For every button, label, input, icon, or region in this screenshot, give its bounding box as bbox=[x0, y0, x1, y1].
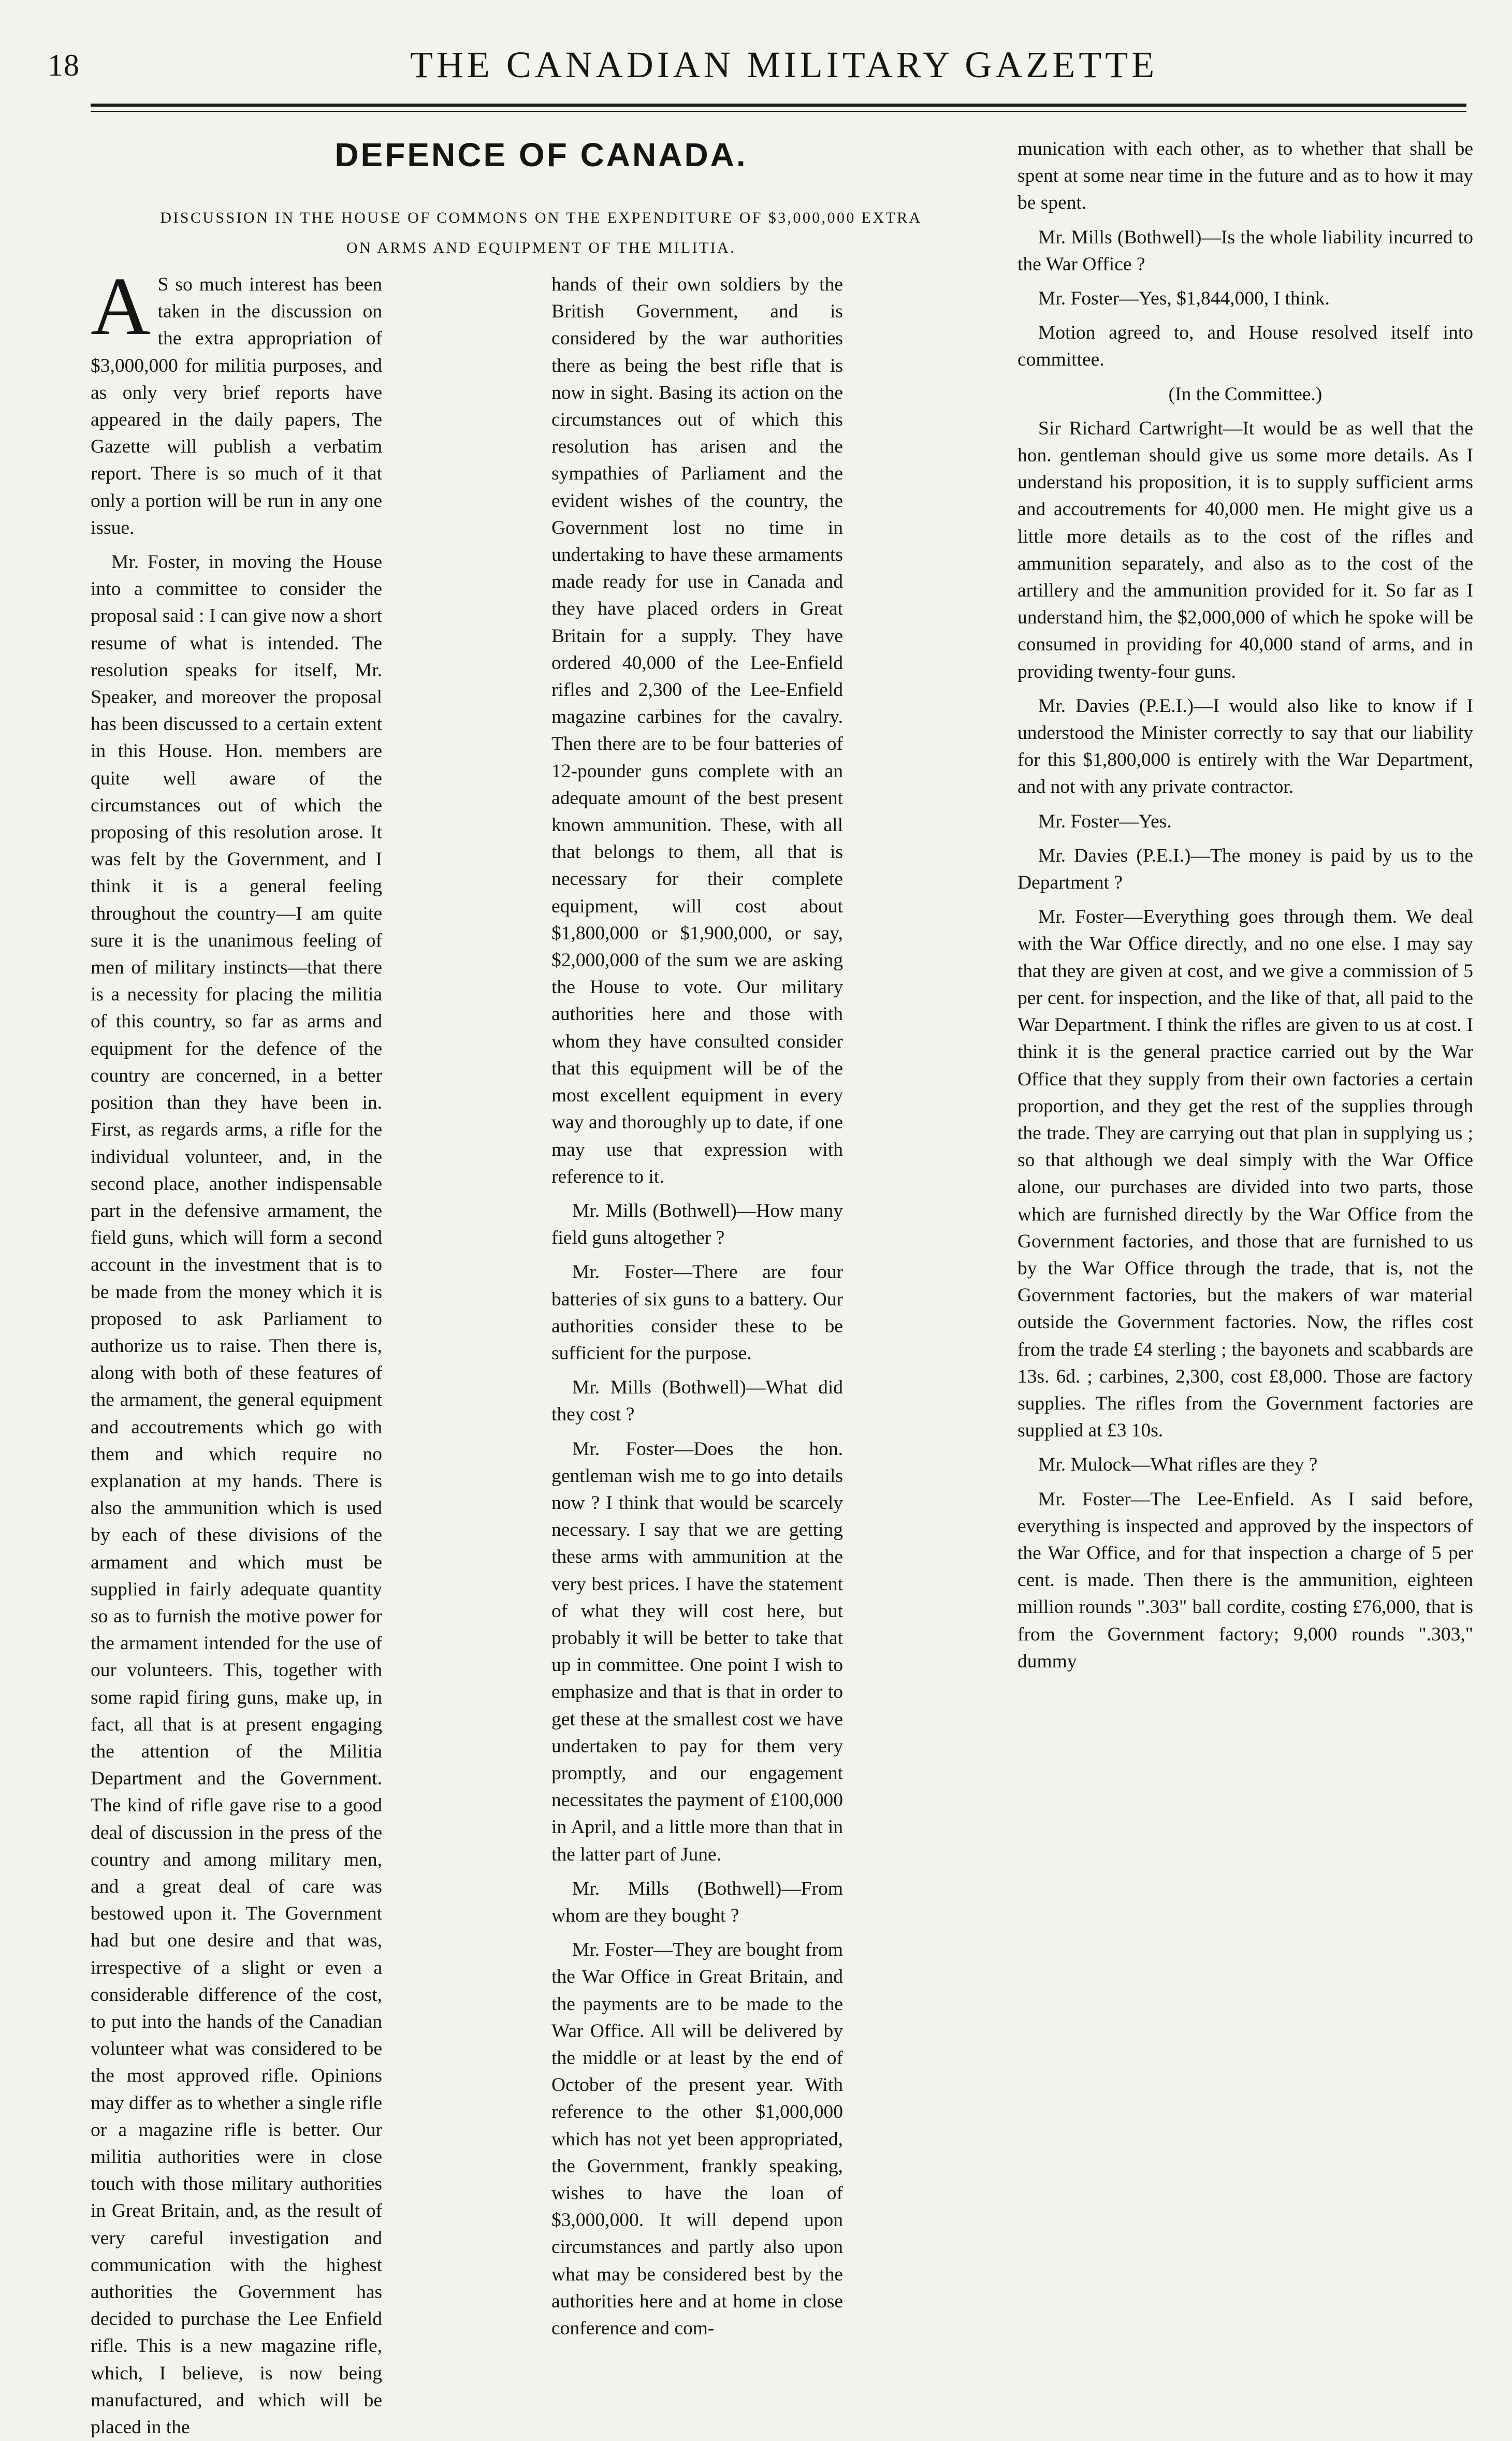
paragraph-mills-2: Mr. Mills (Bothwell)—What did they cost ? bbox=[551, 1377, 843, 1426]
page-number: 18 bbox=[48, 48, 80, 82]
in-committee-heading: (In the Committee.) bbox=[1168, 383, 1322, 405]
paragraph-davies-2: Mr. Davies (P.E.I.)—The money is paid by us to the Department ? bbox=[1017, 845, 1473, 894]
paragraph-mills-4: Mr. Mills (Bothwell)—Is the whole liability incurred to the War Office ? bbox=[1017, 226, 1473, 275]
article-header bbox=[91, 136, 992, 263]
paragraph-mills-3: Mr. Mills (Bothwell)—From whom are they bought ? bbox=[551, 1878, 843, 1926]
paragraph-continued: hands of their own soldiers by the British Government, and is considered by the war authorities there as being the best rifle that is now in sight. Basing its action on the circumstances out of which this resolution has arisen and the sympathies of Parliament and the evident wishes of the country, the Government lost no time in undertaking to have these armaments made ready for use in Canada and they have placed orders in Great Britain for a supply. They have ordered 40,000 of the Lee-Enfield rifles and 2,300 of the Lee-Enfield magazine carbines for the cavalry. Then there are to be four batteries of 12-pounder guns complete with an adequate amount of the best present known ammunition. These, with all that belongs to them, all that is necessary for their complete equipment, will cost about $1,800,000 or $1,900,000, or say, $2,000,000 of the sum we are asking the House to vote. Our military authorities here and those with whom they have consulted consider that this equipment will be of the most excellent equipment in every way and thoroughly up to date, if one may use that expression with reference to it. bbox=[551, 274, 843, 1187]
headline: DEFENCE OF CANADA. bbox=[335, 136, 748, 173]
paragraph-motion: Motion agreed to, and House resolved itself into committee. bbox=[1017, 322, 1473, 371]
subheadline: DISCUSSION IN THE HOUSE OF COMMONS ON THE EXPENDITURE OF $3,000,000 EXTRA ON ARMS AND EQUIPMENT OF THE MILITIA. bbox=[160, 209, 922, 256]
paragraph-foster-8: Mr. Foster—The Lee-Enfield. As I said before, everything is inspected and approved by the inspectors of the War Office, and for that inspection a charge of 5 per cent. is made. Then there is the ammunition, eighteen million rounds ".303" ball cordite, costing £76,000, that is from the Government factory; 9,000 rounds ".303," dummy bbox=[1017, 1488, 1473, 1672]
paragraph-continued-2: munication with each other, as to whether that shall be spent at some near time in the future and as to how it may be spent. bbox=[1017, 138, 1473, 214]
paragraph-foster-7: Mr. Foster—Everything goes through them. We deal with the War Office directly, and no one else. I may say that they are given at cost, and we give a commission of 5 per cent. for inspection, and the like of that, all paid to the War Department. I think the rifles are given to us at cost. I think it is the general practice carried out by the War Office that they supply from their own factories a certain proportion, and they get the rest of the supplies through the trade. They are carrying out that plan in supplying us ; so that although we deal simply with the War Office alone, our purchases are divided into two parts, those which are furnished directly by the War Office from the Government factories, and those that are furnished to us by the War Office through the trade, that is, not the Government factories, but the makers of war material outside the Government factories. Now, the rifles cost from the trade £4 sterling ; the bayonets and scabbards are 13s. 6d. ; carbines, 2,300, cost £8,000. Those are factory supplies. The rifles from the Government factories are supplied at £3 10s. bbox=[1017, 906, 1473, 1442]
paragraph-foster-3: Mr. Foster—Does the hon. gentleman wish me to go into details now ? I think that would be scarcely necessary. I say that we are getting these arms with ammunition at the very best prices. I have the statement of what they will cost here, but probably it will be better to take that up in committee. One point I wish to emphasize and that is that in order to get these at the smallest cost we have undertaken to pay for them very promptly, and our engagement necessitates the payment of £100,000 in April, and a little more than that in the latter part of June. bbox=[551, 1438, 843, 1865]
paragraph-mulock: Mr. Mulock—What rifles are they ? bbox=[1038, 1454, 1318, 1476]
intro-text: S so much interest has been taken in the discussion on the extra appropriation of $3,000,000 for militia purposes, and as only very brief reports have appeared in the daily papers, The Gazette will publish a verbatim report. There is so much of it that only a portion will be run in any one issue. bbox=[91, 274, 382, 539]
masthead-rule-thick bbox=[91, 104, 1466, 107]
masthead: THE CANADIAN MILITARY GAZETTE bbox=[410, 44, 1158, 85]
masthead-rule-thin bbox=[91, 111, 1466, 112]
paragraph-foster-2: Mr. Foster—There are four batteries of six guns to a battery. Our authorities consider these to be sufficient for the purpose. bbox=[551, 1261, 843, 1364]
column-2 bbox=[551, 271, 843, 2340]
drop-cap: A bbox=[91, 260, 151, 352]
paragraph-davies-1: Mr. Davies (P.E.I.)—I would also like to know if I understood the Minister correctly to say that our liability for this $1,800,000 is entirely with the War Department, and not with any private contractor. bbox=[1017, 695, 1473, 798]
paragraph-foster-4: Mr. Foster—They are bought from the War Office in Great Britain, and the payments are to be made to the War Office. All will be delivered by the middle or at least by the end of October of the present year. With reference to the other $1,000,000 which has not yet been appropriated, the Government, frankly speaking, wishes to have the loan of $3,000,000. It will depend upon circumstances and partly also upon what may be considered best by the authorities here and at home in close conference and com- bbox=[551, 1939, 843, 2340]
intro-paragraph bbox=[91, 260, 382, 542]
paragraph-cartwright: Sir Richard Cartwright—It would be as well that the hon. gentleman should give us some more details. As I understand his proposition, it is to supply sufficient arms and accoutrements for 40,000 men. He might give us a little more details as to the cost of the rifles and ammunition separately, and also as to the cost of the artillery and the ammunition provided for it. So far as I understand him, the $2,000,000 of which he spoke will be consumed in providing for 40,000 stand of arms, and in providing twenty-four guns. bbox=[1017, 417, 1473, 682]
column-3 bbox=[1017, 136, 1473, 2103]
paragraph-mills-1: Mr. Mills (Bothwell)—How many field guns altogether ? bbox=[551, 1200, 843, 1249]
paragraph-foster-5: Mr. Foster—Yes, $1,844,000, I think. bbox=[1038, 288, 1330, 310]
paragraph-foster-6: Mr. Foster—Yes. bbox=[1038, 810, 1172, 832]
column-1 bbox=[91, 260, 382, 2438]
paragraph-foster-1: Mr. Foster, in moving the House into a committee to consider the proposal said : I can give now a short resume of what is intended. The resolution speaks for itself, Mr. Speaker, and moreover the proposal has been discussed to a certain extent in this House. Hon. members are quite well aware of the circumstances out of which the proposing of this resolution arose. It was felt by the Government, and I think it is a general feeling throughout the country—I am quite sure it is the unanimous feeling of men of military instincts—that there is a necessity for placing the militia of this country, so far as arms and equipment for the defence of the country are concerned, in a better position than they have been in. First, as regards arms, a rifle for the individual volunteer, and, in the second place, another indispensable part in the defensive armament, the field guns, which will form a second account in the investment that is to be made from the money which it is proposed to ask Parliament to authorize us to raise. Then there is, along with both of these features of the armament, the general equipment and accoutrements which go with them and which require no explanation at my hands. There is also the ammunition which is used by each of these divisions of the armament and which must be supplied in fairly adequate quantity so as to furnish the motive power for the armament intended for the use of our volunteers. This, together with some rapid firing guns, make up, in fact, all that is at present engaging the attention of the Militia Department and the Government. The kind of rifle gave rise to a good deal of discussion in the press of the country and among military men, and a great deal of care was bestowed upon it. The Government had but one desire and that was, irrespective of a slight or even a considerable difference of the cost, to put into the hands of the Canadian volunteer what was considered to be the most approved rifle. Opinions may differ as to whether a single rifle or a magazine rifle is better. Our militia authorities were in close touch with those military authorities in Great Britain, and, as the result of very careful investigation and communication with the highest authorities the Government has decided to purchase the Lee Enfield rifle. This is a new magazine rifle, which, I believe, is now being manufactured, and which will be placed in the bbox=[91, 551, 382, 2438]
